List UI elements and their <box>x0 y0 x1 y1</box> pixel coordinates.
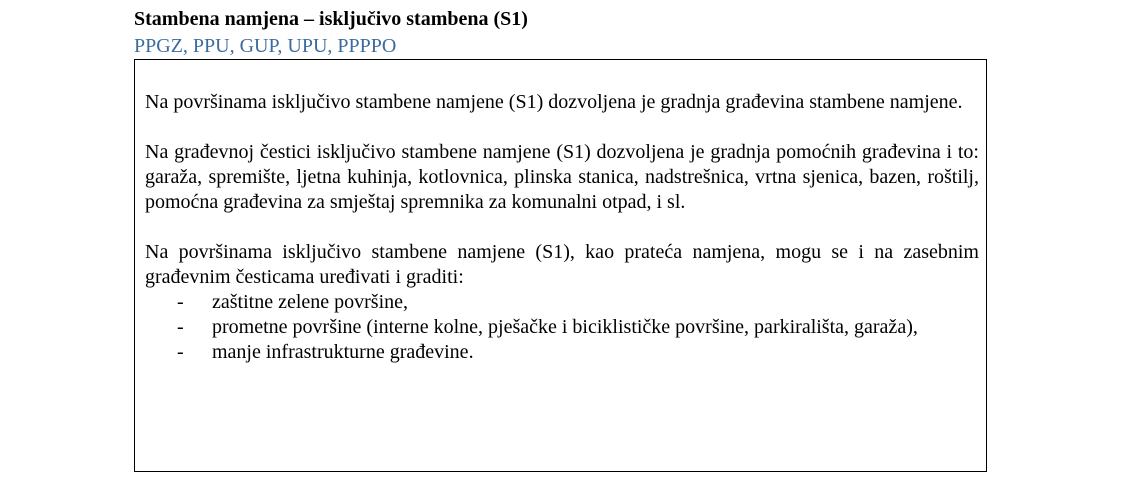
list-item-text: manje infrastrukturne građevine. <box>212 341 474 363</box>
paragraph-2: Na građevnoj čestici isključivo stambene namjene (S1) dozvoljena je gradnja pomoćnih građevina i to: garaža, spremište, ljetna kuhinja, kotlovnica, plinska stanica, nadstrešnica, vrtna sjenica, bazen, roštilj, pomoćna građevina za smještaj spremnika za komunalni otpad, i sl. <box>145 141 979 213</box>
text-box-content <box>145 90 979 365</box>
dash-bullet-icon: - <box>177 316 184 338</box>
paragraph-3: Na površinama isključivo stambene namjene (S1), kao prateća namjena, mogu se i na zasebnim građevnim česticama uređivati i graditi: <box>145 241 979 288</box>
list-item <box>145 290 979 315</box>
paragraph-1: Na površinama isključivo stambene namjene (S1) dozvoljena je gradnja građevina stambene namjene. <box>145 91 963 113</box>
section-heading: Stambena namjena – isključivo stambena (S1) <box>134 8 528 30</box>
list-item <box>145 340 979 365</box>
dash-bullet-icon: - <box>177 291 184 313</box>
dash-bullet-icon: - <box>177 341 184 363</box>
bullet-list <box>145 290 979 365</box>
list-item <box>145 315 979 340</box>
list-item-text: zaštitne zelene površine, <box>212 291 409 313</box>
plan-types-subheading: PPGZ, PPU, GUP, UPU, PPPPO <box>134 35 397 57</box>
list-item-text: prometne površine (interne kolne, pješačke i biciklističke površine, parkirališta, garaža), <box>212 316 918 338</box>
